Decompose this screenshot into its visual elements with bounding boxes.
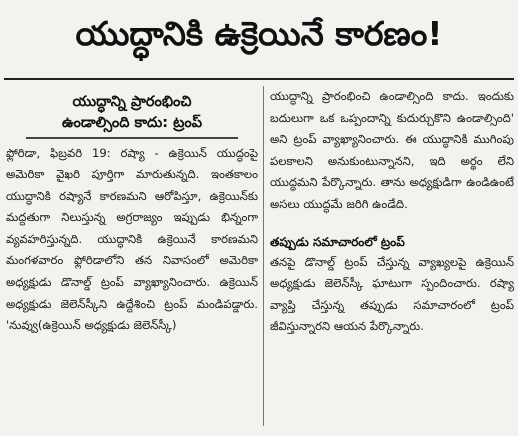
section-heading: తప్పుడు సమాచారంలో ట్రంప్: [270, 234, 405, 249]
headline-rule: [4, 78, 514, 80]
subhead-line-2: ఉండాల్సింది కాదు: ట్రంప్: [61, 115, 203, 131]
article-body-right: యుద్ధాన్ని ప్రారంభించి ఉండాల్సింది కాదు. ఇందుకు బదులుగా ఒక ఒప్పందాన్ని కుదుర్చుకొని ఉండాల్సింది' అని ట్రంప్ వ్యాఖ్యానించారు. ఈ యుద్ధానికి ముగింపు పలకాలని అనుకుంటున్నానని, ఇది అర్థం లేని యుద్ధమని పేర్కొన్నారు. తాను అధ్యక్షుడిగా ఉండిఉంటే అసలు యుద్ధమే జరిగి ఉండేది.: [270, 89, 514, 211]
section-body: తనపై డొనాల్డ్ ట్రంప్ చేస్తున్న వ్యాఖ్యలపై ఉక్రెయిన్ అధ్యక్షుడు జెలెన్‌స్కీ ఘాటుగా స్పందించారు. రష్యా వ్యాప్తి చేస్తున్న తప్పుడు సమాచారంలో ట్రంప్ జీవిస్తున్నారని ఆయన పేర్కొన్నారు.: [270, 254, 514, 334]
column-divider: [263, 86, 264, 426]
subheadline: [6, 92, 258, 134]
left-column: [6, 86, 258, 428]
article-body-left: ఫ్లోరిడా, ఫిబ్రవరి 19: రష్యా - ఉక్రెయిన్ యుద్ధంపై అమెరికా వైఖరి పూర్తిగా మారుతున్నది. ఇంతకాలం యుద్ధానికి రష్యానే కారణమని ఆరోపిస్తూ, ఉక్రెయిన్‌కు మద్దతుగా నిలుస్తున్న అగ్రరాజ్యం ఇప్పుడు భిన్నంగా వ్యవహరిస్తున్నది. యుద్ధానికి ఉక్రెయినే కారణమని మంగళవారం ఫ్లోరిడాలోని తన నివాసంలో అమెరికా అధ్యక్షుడు డొనాల్డ్ ట్రంప్ వ్యాఖ్యానించారు. ఉక్రెయిన్ అధ్యక్షుడు జెలెన్‌స్కీని ఉద్దేశించి ట్రంప్ మండిపడ్డారు. 'నువ్వు(ఉక్రెయిన్ అధ్యక్షుడు జెలెన్‌స్కీ): [6, 145, 258, 333]
subhead-rule: [26, 137, 238, 139]
right-column: [270, 86, 514, 428]
subhead-line-1: యుద్ధాన్ని ప్రారంభించి: [72, 94, 192, 110]
headline: యుద్ధానికి ఉక్రెయినే కారణం!: [75, 14, 443, 53]
